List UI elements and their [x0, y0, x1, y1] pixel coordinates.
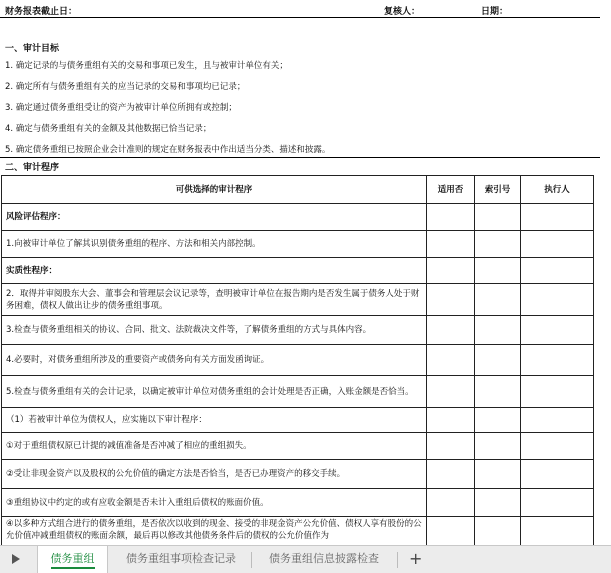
executor-cell[interactable]: [521, 408, 594, 433]
table-row: [2, 517, 594, 546]
applicable-cell[interactable]: [427, 231, 475, 258]
table-row: [2, 258, 594, 284]
procedure-text[interactable]: （1）若被审计单位为债权人，应实施以下审计程序：: [2, 408, 427, 433]
procedure-text[interactable]: 4.必要时，对债务重组所涉及的重要资产或债务向有关方面发函询证。: [2, 345, 427, 376]
objectives-divider: [0, 157, 600, 158]
executor-cell[interactable]: [521, 284, 594, 316]
executor-cell[interactable]: [521, 231, 594, 258]
index-cell[interactable]: [475, 517, 521, 546]
procedure-text[interactable]: ④以多种方式组合进行的债务重组，是否依次以收到的现金、接受的非现金资产公允价值、债权人享有股份的公允价值冲减重组债权的账面余额，最后再以修改其他债务条件后的债权的公允价值作为: [2, 517, 427, 546]
tab-separator: [251, 552, 252, 568]
header-divider: [0, 17, 600, 18]
objective-item: 5. 确定债务重组已按照企业会计准则的规定在财务报表中作出适当分类、描述和披露。: [5, 145, 331, 155]
objective-item: 2. 确定所有与债务重组有关的应当记录的交易和事项均已记录；: [5, 82, 246, 92]
report-date-label: 财务报表截止日：: [5, 7, 78, 17]
executor-cell[interactable]: [521, 376, 594, 408]
tab-label: 债务重组: [51, 552, 95, 569]
add-sheet-icon[interactable]: +: [409, 549, 423, 568]
executor-cell[interactable]: [521, 433, 594, 460]
table-row: [2, 316, 594, 345]
table-row: [2, 433, 594, 460]
tab-label: 债务重组信息披露检查: [269, 552, 379, 565]
executor-cell[interactable]: [521, 345, 594, 376]
procedures-title: 二、审计程序: [5, 163, 60, 173]
index-cell[interactable]: [475, 489, 521, 517]
index-cell[interactable]: [475, 316, 521, 345]
procedure-text[interactable]: 1.向被审计单位了解其识别债务重组的程序、方法和相关内部控制。: [2, 231, 427, 258]
column-header-index: 索引号: [475, 176, 521, 204]
index-cell[interactable]: [475, 284, 521, 316]
procedure-text[interactable]: ②受让非现金资产以及股权的公允价值的确定方法是否恰当，是否已办理资产的移交手续。: [2, 460, 427, 489]
procedure-section-substantive[interactable]: 实质性程序：: [2, 258, 427, 284]
table-row: [2, 284, 594, 316]
play-icon[interactable]: [12, 554, 20, 564]
objective-item: 1. 确定记录的与债务重组有关的交易和事项已发生，且与被审计单位有关；: [5, 61, 288, 71]
reviewer-label: 复核人：: [384, 7, 421, 17]
applicable-cell[interactable]: [427, 258, 475, 284]
applicable-cell[interactable]: [427, 204, 475, 231]
applicable-cell[interactable]: [427, 433, 475, 460]
table-header-row: [2, 176, 594, 204]
applicable-cell[interactable]: [427, 408, 475, 433]
table-row: [2, 460, 594, 489]
executor-cell[interactable]: [521, 460, 594, 489]
applicable-cell[interactable]: [427, 517, 475, 546]
index-cell[interactable]: [475, 408, 521, 433]
executor-cell[interactable]: [521, 489, 594, 517]
index-cell[interactable]: [475, 231, 521, 258]
index-cell[interactable]: [475, 433, 521, 460]
objective-item: 3. 确定通过债务重组受让的资产为被审计单位所拥有或控制；: [5, 103, 237, 113]
table-row: [2, 231, 594, 258]
table-row: [2, 204, 594, 231]
table-row: [2, 345, 594, 376]
index-cell[interactable]: [475, 258, 521, 284]
table-row: [2, 376, 594, 408]
column-header-procedure: 可供选择的审计程序: [2, 176, 427, 204]
procedure-section-risk[interactable]: 风险评估程序：: [2, 204, 427, 231]
applicable-cell[interactable]: [427, 284, 475, 316]
applicable-cell[interactable]: [427, 460, 475, 489]
applicable-cell[interactable]: [427, 489, 475, 517]
tab-debt-restructuring-disclosure-check[interactable]: [256, 546, 392, 573]
column-header-executor: 执行人: [521, 176, 594, 204]
index-cell[interactable]: [475, 345, 521, 376]
executor-cell[interactable]: [521, 204, 594, 231]
procedure-text[interactable]: 3.检查与债务重组相关的协议、合同、批文、法院裁决文件等，了解债务重组的方式与具体内容。: [2, 316, 427, 345]
executor-cell[interactable]: [521, 316, 594, 345]
table-row: [2, 489, 594, 517]
procedure-text[interactable]: 2．取得并审阅股东大会、董事会和管理层会议记录等，查明被审计单位在报告期内是否发生属于债务人处于财务困难，债权人做出让步的债务重组事项。: [2, 284, 427, 316]
sheet-tab-bar: [0, 545, 611, 573]
procedures-table: [1, 175, 594, 545]
executor-cell[interactable]: [521, 517, 594, 546]
table-row: [2, 408, 594, 433]
tab-label: 债务重组事项检查记录: [126, 552, 236, 565]
applicable-cell[interactable]: [427, 376, 475, 408]
column-header-applicable: 适用否: [427, 176, 475, 204]
index-cell[interactable]: [475, 204, 521, 231]
index-cell[interactable]: [475, 460, 521, 489]
executor-cell[interactable]: [521, 258, 594, 284]
tab-separator: [397, 552, 398, 568]
objective-item: 4. 确定与债务重组有关的金额及其他数据已恰当记录；: [5, 124, 212, 134]
procedure-text[interactable]: 5.检查与债务重组有关的会计记录，以确定被审计单位对债务重组的会计处理是否正确，入账金额是否恰当。: [2, 376, 427, 408]
tab-debt-restructuring-check-record[interactable]: [114, 546, 248, 573]
applicable-cell[interactable]: [427, 345, 475, 376]
procedure-text[interactable]: ③重组协议中约定的或有应收金额是否未计入重组后债权的账面价值。: [2, 489, 427, 517]
procedure-text[interactable]: ①对于重组债权原已计提的减值准备是否冲减了相应的重组损失。: [2, 433, 427, 460]
objectives-title: 一、审计目标: [5, 44, 60, 54]
index-cell[interactable]: [475, 376, 521, 408]
tab-debt-restructuring[interactable]: [37, 546, 108, 573]
applicable-cell[interactable]: [427, 316, 475, 345]
date-label: 日期：: [481, 7, 509, 17]
